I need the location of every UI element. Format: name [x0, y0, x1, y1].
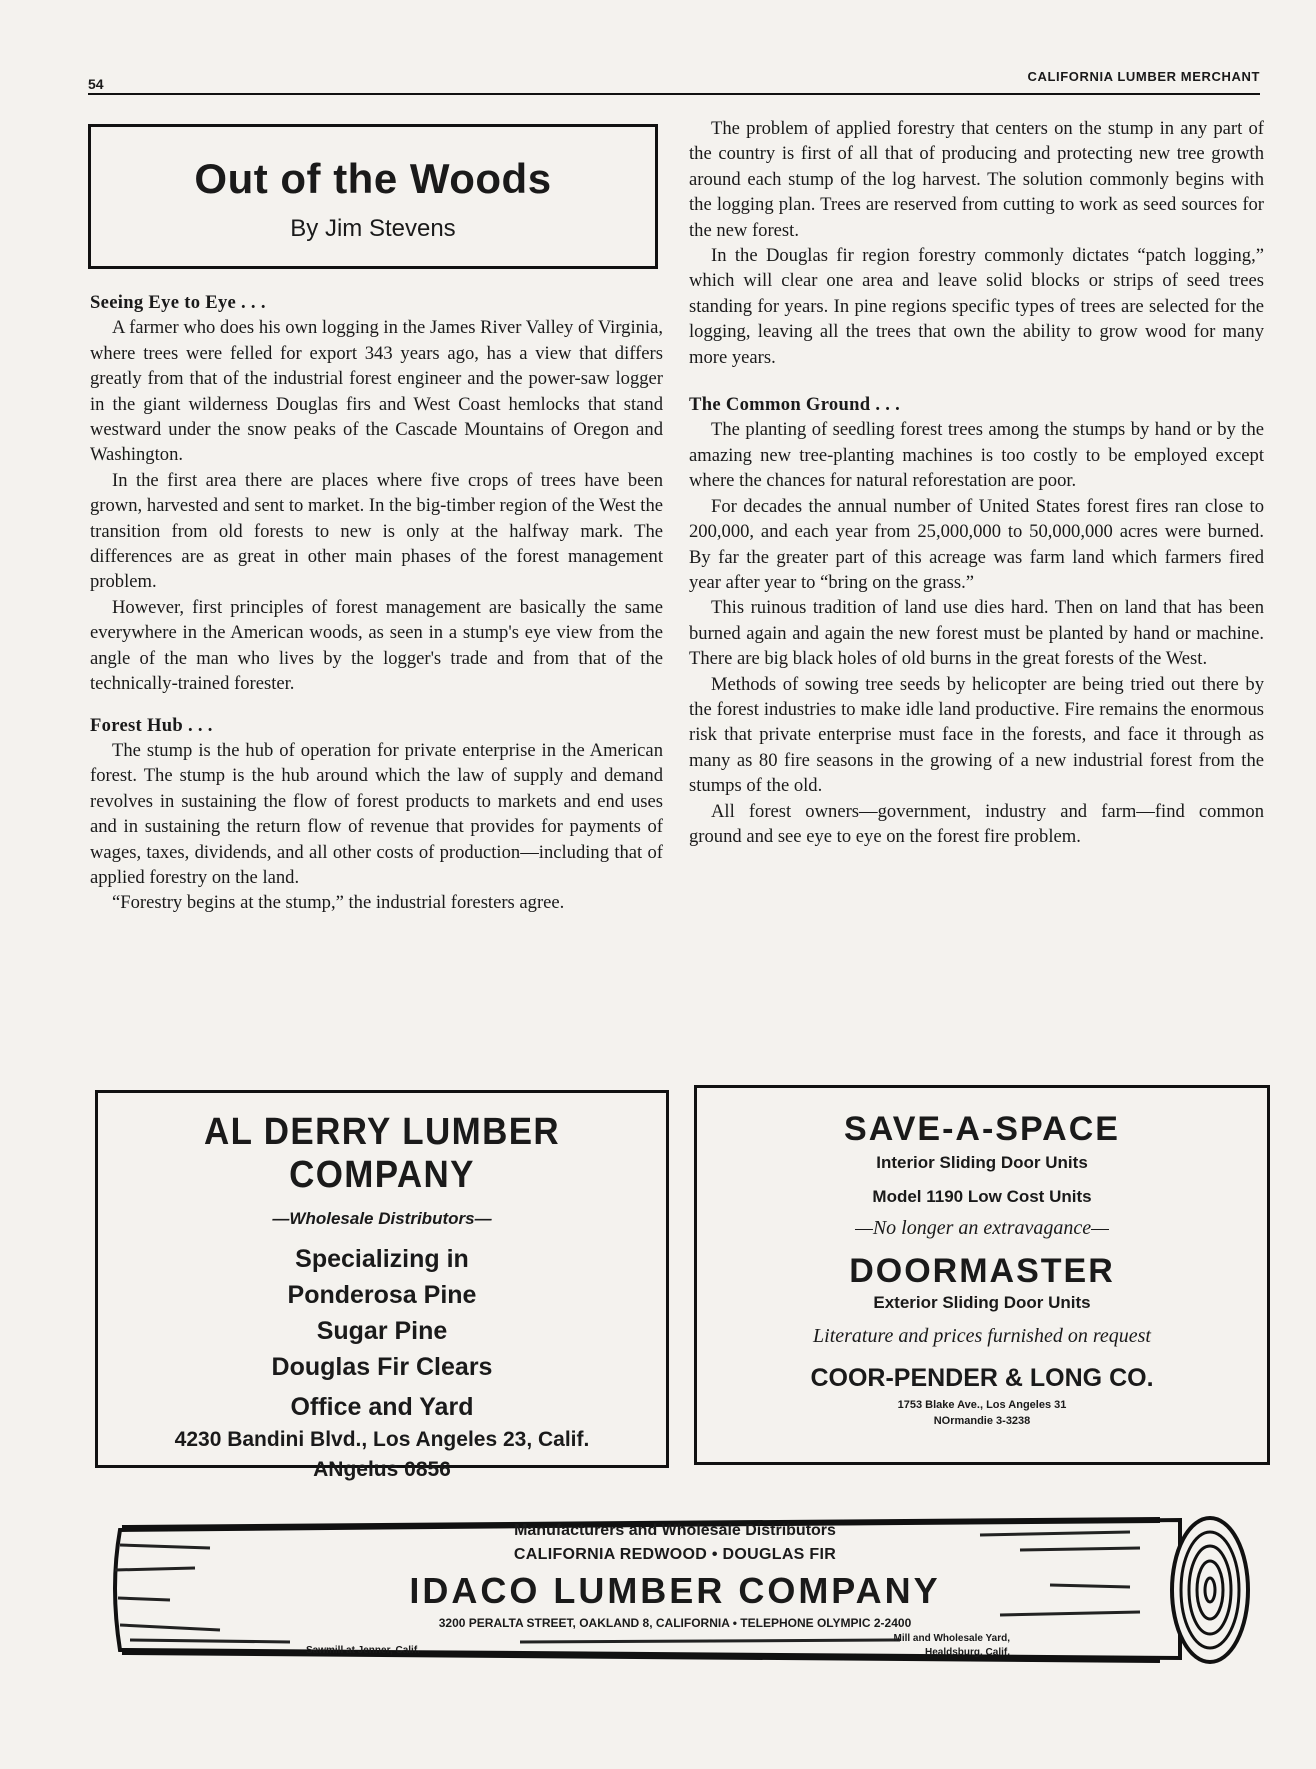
- ad-save-tag: —No longer an extravagance—: [855, 1217, 1109, 1239]
- ad-coor-company: COOR-PENDER & LONG CO.: [810, 1364, 1154, 1392]
- article-paragraph: A farmer who does his own logging in the James River Valley of Virginia, where trees were felled for export 343 years ago, has a view that differs greatly from that of the industrial forest engineer and the power-saw logger in the giant wilderness Douglas firs and West Coast hemlocks that stand westward under the snow peaks of the Cascade Mountains of Oregon and Washington.: [90, 317, 663, 466]
- ad-doormaster-sub: Exterior Sliding Door Units: [873, 1293, 1091, 1312]
- article-paragraph: Methods of sowing tree seeds by helicopter are being tried out there by the forest industries to make idle land productive. Fire remains the enormous risk that private enterprise must face in the forests, and face it through as many as 80 fire seasons in the growing of a new industrial forest from the stumps of the old.: [689, 673, 1264, 797]
- ad-save-title: SAVE-A-SPACE: [844, 1110, 1120, 1148]
- article-paragraph: This ruinous tradition of land use dies hard. Then on land that has been burned again and again the new forest must be planted by hand or machine. There are big black holes of old burns in the great forests of the West.: [689, 597, 1264, 670]
- article-paragraph: The planting of seedling forest trees among the stumps by hand or by the amazing new tree-planting machines is too costly to be employed except where the chances for natural reforestation are poor.: [689, 419, 1264, 492]
- page-number: 54: [88, 76, 104, 92]
- article-paragraph: All forest owners—government, industry and farm—find common ground and see eye to eye on the forest fire problem.: [689, 800, 1264, 847]
- ad-idaco-text: [100, 1490, 1250, 1685]
- section-heading: Seeing Eye to Eye . . .: [90, 292, 266, 313]
- article-title-box: [88, 124, 658, 269]
- ad-derry-product: Ponderosa Pine: [287, 1281, 477, 1309]
- article-title: Out of the Woods: [194, 155, 552, 202]
- article-byline: By Jim Stevens: [290, 215, 456, 242]
- ad-save-sub1: Interior Sliding Door Units: [876, 1153, 1088, 1172]
- article-column-right: [689, 116, 1264, 849]
- ad-derry-specializing: Specializing in: [295, 1245, 469, 1273]
- ad-derry-product: Douglas Fir Clears: [271, 1353, 493, 1381]
- article-paragraph: The stump is the hub of operation for private enterprise in the American forest. The stump is the hub around which the law of supply and demand revolves in sustaining the flow of forest products to markets and end uses and in sustaining the return flow of revenue that provides for payments of wages, taxes, dividends, and all other costs of production—including that of applied forestry on the land.: [90, 739, 663, 888]
- ad-idaco-name: IDACO LUMBER COMPANY: [409, 1570, 941, 1611]
- ad-derry-tagline: —Wholesale Distributors—: [272, 1209, 492, 1228]
- ad-save-sub2: Model 1190 Low Cost Units: [872, 1187, 1092, 1206]
- ad-coor-phone: NOrmandie 3-3238: [933, 1415, 1031, 1427]
- ad-al-derry: [95, 1090, 669, 1481]
- ad-idaco-mill: [893, 1632, 1010, 1660]
- ad-derry-product: Sugar Pine: [316, 1317, 448, 1345]
- article-paragraph: In the Douglas fir region forestry commonly dictates “patch logging,” which will clear one area and leave solid blocks or strips of seed trees standing for years. In pine regions specific types of trees are selected for the logging, leaving all the trees that own the ability to grow wood for many more years.: [689, 245, 1264, 368]
- ad-doormaster-title: DOORMASTER: [849, 1252, 1115, 1290]
- ad-derry-office: Office and Yard: [290, 1393, 474, 1421]
- article-paragraph: The problem of applied forestry that centers on the stump in any part of the country is first of all that of producing and protecting new tree growth around each stump of the log harvest. The solution commonly begins with the logging plan. Trees are reserved from cutting to work as seed sources for the new forest.: [689, 118, 1264, 241]
- ad-idaco-log: [100, 1490, 1250, 1685]
- ad-idaco-mill-line1: Mill and Wholesale Yard,: [893, 1633, 1010, 1644]
- article-paragraph: However, first principles of forest management are basically the same everywhere in the American woods, as seen in a stump's eye view from the angle of the man who lives by the logger's trade and from that of the technically-trained forester.: [90, 596, 663, 695]
- article-paragraph: In the first area there are places where five crops of trees have been grown, harvested and sent to market. In the big-timber region of the West the transition from old forests to new is only at the halfway mark. The differences are as great in other main phases of the forest management problem.: [90, 469, 663, 593]
- running-head: CALIFORNIA LUMBER MERCHANT: [1027, 69, 1260, 84]
- ad-save-literature: Literature and prices furnished on request: [813, 1325, 1151, 1347]
- ad-idaco-sawmill: Sawmill at Jenner, Calif.: [306, 1645, 420, 1656]
- ad-idaco-mill-line2: Healdsburg, Calif.: [924, 1647, 1010, 1658]
- article-paragraph: For decades the annual number of United States forest fires ran close to 200,000, and each year from 25,000,000 to 50,000,000 acres were burned. By far the greater part of this acreage was farm land which farmers fired year after year to “bring on the grass.”: [689, 495, 1264, 593]
- ad-derry-name: AL DERRY LUMBER COMPANY: [203, 1111, 561, 1196]
- article-paragraph: “Forestry begins at the stump,” the industrial foresters agree.: [112, 892, 565, 914]
- ad-coor-address: 1753 Blake Ave., Los Angeles 31: [897, 1399, 1067, 1411]
- header-rule: [88, 93, 1260, 95]
- ad-idaco-line1: Manufacturers and Wholesale Distributors: [514, 1522, 836, 1539]
- ad-save-a-space: [694, 1085, 1270, 1465]
- ad-idaco-line2: CALIFORNIA REDWOOD • DOUGLAS FIR: [513, 1546, 837, 1563]
- ad-derry-phone: ANgelus 0856: [313, 1458, 451, 1481]
- ad-idaco-address: 3200 PERALTA STREET, OAKLAND 8, CALIFORNIA • TELEPHONE OLYMPIC 2-2400: [438, 1616, 912, 1630]
- article-column-left: [90, 290, 663, 916]
- ad-derry-address: 4230 Bandini Blvd., Los Angeles 23, Calif.: [174, 1428, 590, 1451]
- section-heading: The Common Ground . . .: [689, 394, 901, 416]
- section-heading: Forest Hub . . .: [90, 714, 213, 736]
